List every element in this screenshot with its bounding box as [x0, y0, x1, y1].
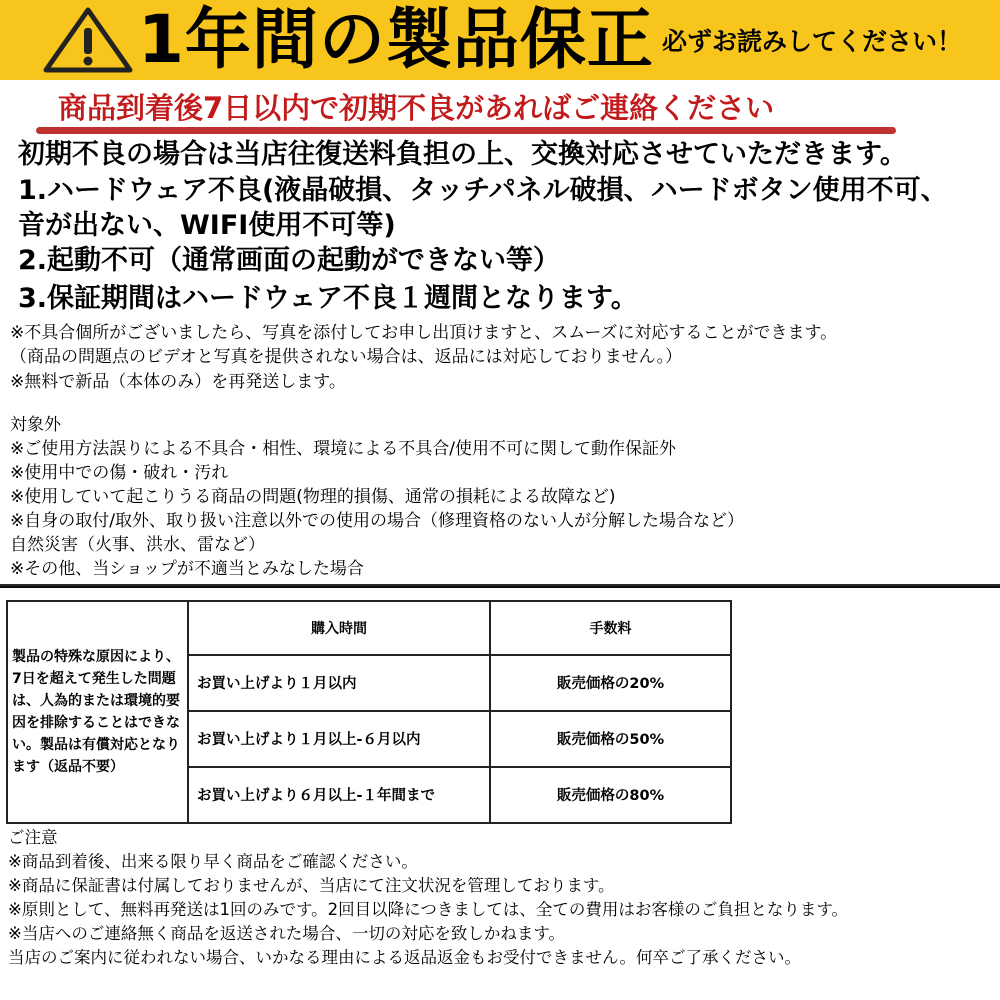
caution-item: ※商品に保証書は付属しておりませんが、当店にて注文状況を管理しております。: [8, 876, 615, 895]
fee-cell: 販売価格の50%: [490, 711, 731, 767]
fee-cell: 販売価格の80%: [490, 767, 731, 823]
exclusion-item: ※自身の取付/取外、取り扱い注意以外での使用の場合（修理資格のない人が分解した場合など）: [10, 511, 744, 531]
header-banner: [0, 0, 1000, 80]
notice-underline: [36, 127, 896, 134]
main-line: 音が出ない、WIFI使用不可等): [18, 210, 396, 241]
header-purchase-time: 購入時間: [188, 601, 490, 655]
exclusion-item: 自然災害（火事、洪水、雷など）: [10, 535, 265, 555]
fee-cell: 販売価格の20%: [490, 655, 731, 711]
exclusion-item: ※その他、当ショップが不適当とみなした場合: [10, 559, 364, 579]
main-line: 初期不良の場合は当店往復送料負担の上、交換対応させていただきます。: [18, 139, 907, 170]
remark-line: （商品の問題点のビデオと写真を提供されない場合は、返品には対応しておりません。）: [10, 347, 683, 367]
period-cell: お買い上げより６月以上-１年間まで: [188, 767, 490, 823]
exclusion-item: ※ご使用方法誤りによる不具合・相性、環境による不具合/使用不可に関して動作保証外: [10, 439, 676, 459]
remark-line: ※不具合個所がございましたら、写真を添付してお申し出頂けますと、スムーズに対応することができます。: [10, 323, 838, 343]
caution-item: ※原則として、無料再発送は1回のみです。2回目以降につきましては、全ての費用はお客様のご負担となります。: [8, 900, 849, 919]
caution-item: ※当店へのご連絡無く商品を返送された場合、一切の対応を致しかねます。: [8, 924, 566, 943]
header-fee: 手数料: [490, 601, 731, 655]
exclusion-item: ※使用中での傷・破れ・汚れ: [10, 463, 229, 483]
notice-text: 商品到着後7日以内で初期不良があればご連絡ください: [58, 91, 775, 125]
fee-table: [6, 600, 732, 824]
page-title: 1年間の製品保正: [138, 1, 654, 78]
main-line: 3.保証期間はハードウェア不良１週間となります。: [18, 283, 638, 314]
section-divider: [0, 584, 1000, 588]
header-note: 必ずお読みしてください！: [662, 27, 963, 56]
main-line: 1.ハードウェア不良(液晶破損、タッチパネル破損、ハードボタン使用不可、: [18, 175, 948, 206]
caution-item: ※商品到着後、出来る限り早く商品をご確認ください。: [8, 852, 418, 871]
caution-item: 当店のご案内に従われない場合、いかなる理由による返品返金もお受付できません。何卒ご了承ください。: [8, 948, 801, 967]
period-cell: お買い上げより１月以上-６月以内: [188, 711, 490, 767]
main-line: 2.起動不可（通常画面の起動ができない等）: [18, 245, 561, 276]
exclusion-item: ※使用していて起こりうる商品の問題(物理的損傷、通常の損耗による故障など): [10, 487, 616, 507]
exclusions-title: 対象外: [10, 415, 61, 435]
warning-icon: [42, 6, 134, 74]
remark-line: ※無料で新品（本体のみ）を再発送します。: [10, 372, 346, 392]
caution-title: ご注意: [8, 828, 58, 847]
condition-cell: 製品の特殊な原因により、7日を超えて発生した問題は、人為的または環境的要因を排除することはできない。製品は有償対応となります（返品不要）: [7, 601, 188, 823]
period-cell: お買い上げより１月以内: [188, 655, 490, 711]
